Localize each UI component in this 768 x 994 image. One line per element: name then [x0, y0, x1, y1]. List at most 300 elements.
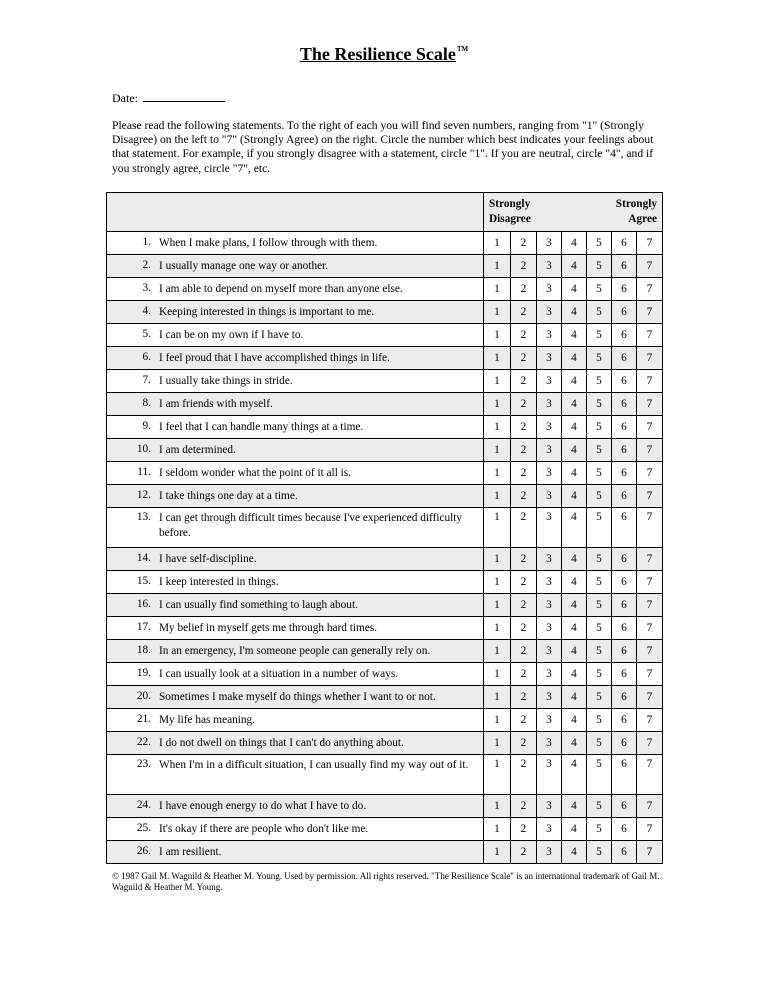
item-statement: Sometimes I make myself do things whether I want to or not.: [159, 690, 436, 703]
rating-option-1[interactable]: 1: [484, 347, 511, 370]
rating-option-3[interactable]: 3: [537, 795, 562, 818]
item-statement: My belief in myself gets me through hard times.: [159, 621, 378, 634]
rating-option-5[interactable]: 5: [587, 416, 612, 439]
rating-option-3[interactable]: 3: [537, 393, 562, 416]
item-number: 5.: [142, 327, 151, 340]
rating-option-3[interactable]: 3: [537, 508, 562, 548]
date-field: [112, 90, 225, 106]
item-cell: [107, 818, 484, 841]
rating-option-1[interactable]: 1: [484, 663, 511, 686]
rating-option-4[interactable]: 4: [562, 640, 587, 663]
rating-option-5[interactable]: 5: [587, 347, 612, 370]
rating-option-6[interactable]: 6: [612, 278, 637, 301]
item-statement: I usually manage one way or another.: [159, 259, 329, 272]
table-row: [107, 663, 663, 686]
item-number: 15.: [136, 574, 151, 587]
rating-option-4[interactable]: 4: [562, 508, 587, 548]
item-cell: [107, 393, 484, 416]
item-number: 22.: [136, 735, 151, 748]
item-number: 11.: [137, 465, 151, 478]
rating-option-6[interactable]: 6: [612, 416, 637, 439]
rating-option-4[interactable]: 4: [562, 301, 587, 324]
rating-option-2[interactable]: 2: [511, 663, 537, 686]
rating-option-4[interactable]: 4: [562, 393, 587, 416]
rating-option-7[interactable]: 7: [637, 232, 663, 255]
rating-option-6[interactable]: 6: [612, 732, 637, 755]
item-number: 20.: [136, 689, 151, 702]
rating-option-4[interactable]: 4: [562, 818, 587, 841]
rating-option-2[interactable]: 2: [511, 508, 537, 548]
rating-option-7[interactable]: 7: [637, 324, 663, 347]
rating-option-7[interactable]: 7: [637, 709, 663, 732]
rating-option-1[interactable]: 1: [484, 232, 511, 255]
rating-option-2[interactable]: 2: [511, 571, 537, 594]
rating-option-1[interactable]: 1: [484, 818, 511, 841]
item-number: 12.: [136, 488, 151, 501]
item-cell: [107, 795, 484, 818]
rating-option-4[interactable]: 4: [562, 416, 587, 439]
rating-option-3[interactable]: 3: [537, 301, 562, 324]
rating-option-5[interactable]: 5: [587, 485, 612, 508]
item-cell: [107, 324, 484, 347]
rating-option-7[interactable]: 7: [637, 617, 663, 640]
rating-option-7[interactable]: 7: [637, 393, 663, 416]
rating-option-7[interactable]: 7: [637, 255, 663, 278]
item-number: 7.: [142, 373, 151, 386]
item-statement: I have enough energy to do what I have to do.: [159, 799, 367, 812]
rating-option-5[interactable]: 5: [587, 439, 612, 462]
header-left-label: [489, 197, 531, 227]
rating-option-6[interactable]: 6: [612, 324, 637, 347]
rating-option-4[interactable]: 4: [562, 663, 587, 686]
rating-option-1[interactable]: 1: [484, 755, 511, 795]
rating-option-1[interactable]: 1: [484, 795, 511, 818]
rating-option-3[interactable]: 3: [537, 255, 562, 278]
item-cell: [107, 301, 484, 324]
rating-option-7[interactable]: 7: [637, 370, 663, 393]
rating-option-4[interactable]: 4: [562, 571, 587, 594]
rating-option-6[interactable]: 6: [612, 301, 637, 324]
rating-option-2[interactable]: 2: [511, 416, 537, 439]
rating-option-6[interactable]: 6: [612, 508, 637, 548]
item-cell: [107, 347, 484, 370]
rating-option-2[interactable]: 2: [511, 841, 537, 864]
item-cell: [107, 640, 484, 663]
table-row: [107, 686, 663, 709]
rating-option-2[interactable]: 2: [511, 594, 537, 617]
table-row: [107, 732, 663, 755]
rating-option-1[interactable]: 1: [484, 278, 511, 301]
rating-option-5[interactable]: 5: [587, 508, 612, 548]
item-cell: [107, 439, 484, 462]
rating-option-2[interactable]: 2: [511, 755, 537, 795]
rating-option-4[interactable]: 4: [562, 232, 587, 255]
item-cell: [107, 548, 484, 571]
item-statement: When I make plans, I follow through with them.: [159, 236, 378, 249]
item-number: 9.: [142, 419, 151, 432]
rating-option-7[interactable]: 7: [637, 818, 663, 841]
item-cell: [107, 278, 484, 301]
table-row: [107, 571, 663, 594]
item-statement: I keep interested in things.: [159, 575, 279, 588]
rating-option-7[interactable]: 7: [637, 462, 663, 485]
rating-option-4[interactable]: 4: [562, 347, 587, 370]
item-cell: [107, 508, 484, 548]
item-statement: I am resilient.: [159, 845, 222, 858]
rating-option-6[interactable]: 6: [612, 663, 637, 686]
rating-option-5[interactable]: 5: [587, 818, 612, 841]
rating-option-1[interactable]: 1: [484, 548, 511, 571]
header-right-label: [616, 197, 657, 227]
item-statement: I am able to depend on myself more than anyone else.: [159, 282, 403, 295]
item-number: 24.: [136, 798, 151, 811]
rating-option-7[interactable]: 7: [637, 640, 663, 663]
item-cell: [107, 462, 484, 485]
item-cell: [107, 255, 484, 278]
item-statement: I can usually look at a situation in a number of ways.: [159, 667, 399, 680]
item-statement: I am friends with myself.: [159, 397, 273, 410]
rating-option-7[interactable]: 7: [637, 571, 663, 594]
table-row: [107, 278, 663, 301]
rating-option-5[interactable]: 5: [587, 841, 612, 864]
table-row: [107, 617, 663, 640]
rating-option-5[interactable]: 5: [587, 594, 612, 617]
rating-option-4[interactable]: 4: [562, 324, 587, 347]
rating-option-1[interactable]: 1: [484, 732, 511, 755]
rating-option-6[interactable]: 6: [612, 462, 637, 485]
item-cell: [107, 485, 484, 508]
rating-option-5[interactable]: 5: [587, 755, 612, 795]
table-row: [107, 485, 663, 508]
rating-option-2[interactable]: 2: [511, 485, 537, 508]
item-number: 8.: [142, 396, 151, 409]
rating-option-2[interactable]: 2: [511, 548, 537, 571]
rating-option-3[interactable]: 3: [537, 640, 562, 663]
rating-option-3[interactable]: 3: [537, 686, 562, 709]
item-cell: [107, 755, 484, 795]
rating-option-7[interactable]: 7: [637, 732, 663, 755]
table-row: [107, 841, 663, 864]
rating-option-5[interactable]: 5: [587, 370, 612, 393]
rating-option-1[interactable]: 1: [484, 640, 511, 663]
rating-option-3[interactable]: 3: [537, 347, 562, 370]
rating-option-4[interactable]: 4: [562, 548, 587, 571]
rating-option-2[interactable]: 2: [511, 795, 537, 818]
rating-option-7[interactable]: 7: [637, 594, 663, 617]
header-left-line2: Disagree: [489, 213, 531, 225]
rating-option-7[interactable]: 7: [637, 416, 663, 439]
rating-option-1[interactable]: 1: [484, 709, 511, 732]
rating-option-7[interactable]: 7: [637, 278, 663, 301]
rating-option-4[interactable]: 4: [562, 686, 587, 709]
resilience-scale-table: [106, 192, 663, 864]
header-left-line1: Strongly: [489, 198, 531, 210]
item-statement: My life has meaning.: [159, 713, 256, 726]
rating-option-5[interactable]: 5: [587, 393, 612, 416]
item-statement: I do not dwell on things that I can't do anything about.: [159, 736, 404, 749]
rating-option-7[interactable]: 7: [637, 548, 663, 571]
page-title: [0, 44, 768, 65]
rating-option-4[interactable]: 4: [562, 278, 587, 301]
title-text: The Resilience Scale: [299, 44, 456, 64]
rating-option-7[interactable]: 7: [637, 663, 663, 686]
rating-option-7[interactable]: 7: [637, 301, 663, 324]
rating-option-5[interactable]: 5: [587, 301, 612, 324]
item-statement: When I'm in a difficult situation, I can usually find my way out of it.: [159, 759, 469, 771]
rating-option-4[interactable]: 4: [562, 485, 587, 508]
item-cell: [107, 370, 484, 393]
rating-option-2[interactable]: 2: [511, 462, 537, 485]
item-number: 1.: [142, 235, 151, 248]
rating-option-1[interactable]: 1: [484, 485, 511, 508]
rating-option-4[interactable]: 4: [562, 617, 587, 640]
rating-option-6[interactable]: 6: [612, 686, 637, 709]
rating-option-3[interactable]: 3: [537, 416, 562, 439]
rating-option-7[interactable]: 7: [637, 508, 663, 548]
rating-option-7[interactable]: 7: [637, 686, 663, 709]
item-statement: I usually take things in stride.: [159, 374, 293, 387]
date-label: Date:: [112, 91, 138, 105]
rating-option-4[interactable]: 4: [562, 732, 587, 755]
table-header: [107, 193, 663, 232]
item-number: 17.: [136, 620, 151, 633]
trademark-mark: TM: [456, 45, 469, 53]
rating-option-4[interactable]: 4: [562, 255, 587, 278]
rating-option-2[interactable]: 2: [511, 393, 537, 416]
rating-option-1[interactable]: 1: [484, 324, 511, 347]
table-row: [107, 324, 663, 347]
table-row: [107, 508, 663, 548]
rating-option-2[interactable]: 2: [511, 324, 537, 347]
item-statement: In an emergency, I'm someone people can generally rely on.: [159, 644, 431, 657]
rating-option-5[interactable]: 5: [587, 255, 612, 278]
rating-option-2[interactable]: 2: [511, 686, 537, 709]
rating-option-7[interactable]: 7: [637, 841, 663, 864]
rating-option-2[interactable]: 2: [511, 818, 537, 841]
item-number: 25.: [136, 821, 151, 834]
item-number: 13.: [136, 511, 151, 523]
table-row: [107, 255, 663, 278]
rating-option-3[interactable]: 3: [537, 709, 562, 732]
rating-option-4[interactable]: 4: [562, 795, 587, 818]
rating-option-5[interactable]: 5: [587, 617, 612, 640]
item-number: 10.: [136, 442, 151, 455]
rating-option-5[interactable]: 5: [587, 709, 612, 732]
rating-option-6[interactable]: 6: [612, 709, 637, 732]
rating-option-6[interactable]: 6: [612, 393, 637, 416]
item-statement: I can get through difficult times because I've experienced difficulty before.: [159, 512, 463, 539]
item-statement: Keeping interested in things is important to me.: [159, 305, 375, 318]
rating-option-3[interactable]: 3: [537, 571, 562, 594]
rating-option-3[interactable]: 3: [537, 594, 562, 617]
rating-option-5[interactable]: 5: [587, 278, 612, 301]
item-statement: I have self-discipline.: [159, 552, 257, 565]
rating-option-6[interactable]: 6: [612, 548, 637, 571]
rating-option-3[interactable]: 3: [537, 732, 562, 755]
rating-option-2[interactable]: 2: [511, 370, 537, 393]
table-row: [107, 439, 663, 462]
rating-option-3[interactable]: 3: [537, 841, 562, 864]
rating-option-5[interactable]: 5: [587, 462, 612, 485]
rating-option-2[interactable]: 2: [511, 640, 537, 663]
rating-option-2[interactable]: 2: [511, 732, 537, 755]
rating-option-4[interactable]: 4: [562, 462, 587, 485]
item-number: 21.: [136, 712, 151, 725]
rating-option-3[interactable]: 3: [537, 278, 562, 301]
rating-option-6[interactable]: 6: [612, 370, 637, 393]
item-cell: [107, 416, 484, 439]
item-statement: I seldom wonder what the point of it all is.: [159, 466, 352, 479]
date-input-line[interactable]: [143, 90, 225, 102]
rating-option-7[interactable]: 7: [637, 755, 663, 795]
item-cell: [107, 232, 484, 255]
item-number: 19.: [136, 666, 151, 679]
rating-option-6[interactable]: 6: [612, 232, 637, 255]
rating-option-6[interactable]: 6: [612, 571, 637, 594]
rating-option-6[interactable]: 6: [612, 841, 637, 864]
rating-option-2[interactable]: 2: [511, 232, 537, 255]
rating-option-7[interactable]: 7: [637, 485, 663, 508]
item-number: 4.: [142, 304, 151, 317]
header-blank: [107, 193, 484, 232]
rating-option-6[interactable]: 6: [612, 755, 637, 795]
rating-option-1[interactable]: 1: [484, 617, 511, 640]
table-row: [107, 416, 663, 439]
rating-option-3[interactable]: 3: [537, 485, 562, 508]
rating-option-3[interactable]: 3: [537, 617, 562, 640]
table-row: [107, 232, 663, 255]
rating-option-4[interactable]: 4: [562, 755, 587, 795]
table-row: [107, 818, 663, 841]
rating-option-5[interactable]: 5: [587, 324, 612, 347]
rating-option-1[interactable]: 1: [484, 301, 511, 324]
rating-option-4[interactable]: 4: [562, 439, 587, 462]
rating-option-2[interactable]: 2: [511, 617, 537, 640]
rating-option-6[interactable]: 6: [612, 617, 637, 640]
item-statement: I feel that I can handle many things at a time.: [159, 420, 364, 433]
rating-option-3[interactable]: 3: [537, 818, 562, 841]
item-cell: [107, 732, 484, 755]
rating-option-3[interactable]: 3: [537, 324, 562, 347]
item-number: 18.: [136, 643, 151, 656]
item-number: 23.: [136, 758, 151, 770]
rating-option-2[interactable]: 2: [511, 347, 537, 370]
rating-option-1[interactable]: 1: [484, 393, 511, 416]
rating-option-1[interactable]: 1: [484, 686, 511, 709]
rating-option-3[interactable]: 3: [537, 439, 562, 462]
rating-option-4[interactable]: 4: [562, 594, 587, 617]
rating-option-5[interactable]: 5: [587, 548, 612, 571]
rating-option-1[interactable]: 1: [484, 416, 511, 439]
item-statement: I can be on my own if I have to.: [159, 328, 304, 341]
item-number: 16.: [136, 597, 151, 610]
rating-option-4[interactable]: 4: [562, 841, 587, 864]
item-statement: I am determined.: [159, 443, 236, 456]
rating-option-6[interactable]: 6: [612, 795, 637, 818]
header-right-line1: Strongly: [615, 198, 658, 210]
item-cell: [107, 686, 484, 709]
rating-option-5[interactable]: 5: [587, 663, 612, 686]
rating-option-2[interactable]: 2: [511, 301, 537, 324]
rating-option-6[interactable]: 6: [612, 594, 637, 617]
rating-option-5[interactable]: 5: [587, 640, 612, 663]
table-row: [107, 370, 663, 393]
rating-option-1[interactable]: 1: [484, 571, 511, 594]
rating-option-6[interactable]: 6: [612, 485, 637, 508]
rating-option-3[interactable]: 3: [537, 755, 562, 795]
header-scale: [484, 193, 663, 232]
item-statement: I take things one day at a time.: [159, 489, 298, 502]
rating-option-6[interactable]: 6: [612, 818, 637, 841]
rating-option-5[interactable]: 5: [587, 232, 612, 255]
rating-option-5[interactable]: 5: [587, 686, 612, 709]
rating-option-2[interactable]: 2: [511, 439, 537, 462]
table-row: [107, 640, 663, 663]
item-cell: [107, 617, 484, 640]
rating-option-1[interactable]: 1: [484, 594, 511, 617]
rating-option-1[interactable]: 1: [484, 439, 511, 462]
rating-option-2[interactable]: 2: [511, 278, 537, 301]
rating-option-7[interactable]: 7: [637, 439, 663, 462]
rating-option-7[interactable]: 7: [637, 795, 663, 818]
table-row: [107, 301, 663, 324]
item-cell: [107, 663, 484, 686]
rating-option-1[interactable]: 1: [484, 508, 511, 548]
item-statement: It's okay if there are people who don't like me.: [159, 822, 369, 835]
header-right-line2: Agree: [628, 213, 658, 225]
item-cell: [107, 571, 484, 594]
rating-option-1[interactable]: 1: [484, 841, 511, 864]
rating-option-1[interactable]: 1: [484, 370, 511, 393]
item-cell: [107, 594, 484, 617]
rating-option-6[interactable]: 6: [612, 255, 637, 278]
rating-option-3[interactable]: 3: [537, 232, 562, 255]
item-statement: I can usually find something to laugh about.: [159, 598, 358, 611]
table-row: [107, 795, 663, 818]
rating-option-3[interactable]: 3: [537, 462, 562, 485]
table-row: [107, 462, 663, 485]
table-row: [107, 709, 663, 732]
rating-option-6[interactable]: 6: [612, 640, 637, 663]
item-number: 6.: [142, 350, 151, 363]
rating-option-3[interactable]: 3: [537, 370, 562, 393]
rating-option-2[interactable]: 2: [511, 709, 537, 732]
table-row: [107, 347, 663, 370]
table-row: [107, 755, 663, 795]
item-number: 3.: [142, 281, 151, 294]
rating-option-1[interactable]: 1: [484, 255, 511, 278]
rating-option-6[interactable]: 6: [612, 439, 637, 462]
rating-option-6[interactable]: 6: [612, 347, 637, 370]
table-row: [107, 594, 663, 617]
table-row: [107, 393, 663, 416]
rating-option-1[interactable]: 1: [484, 462, 511, 485]
rating-option-2[interactable]: 2: [511, 255, 537, 278]
rating-option-5[interactable]: 5: [587, 571, 612, 594]
rating-option-4[interactable]: 4: [562, 370, 587, 393]
rating-option-4[interactable]: 4: [562, 709, 587, 732]
rating-option-7[interactable]: 7: [637, 347, 663, 370]
instructions: Please read the following statements. To the right of each you will find seven numbers, ranging from "1" (Strongly Disagree) on the left to "7" (Strongly Agree) on the right. Circle the number which best indicates your feelings about that statement. For example, if you strongly disagree with a statement, circle "1". If you are neutral, circle "4", and if you strongly agree, circle "7", etc.: [112, 119, 654, 175]
rating-option-3[interactable]: 3: [537, 663, 562, 686]
rating-option-5[interactable]: 5: [587, 732, 612, 755]
item-number: 26.: [136, 844, 151, 857]
copyright-footer: © 1987 Gail M. Wagnild & Heather M. Young. Used by permission. All rights reserved. "The Resilience Scale" is an international trademark of Gail M. Wagnild & Heather M. Young.: [112, 871, 660, 892]
rating-option-3[interactable]: 3: [537, 548, 562, 571]
item-cell: [107, 709, 484, 732]
item-statement: I feel proud that I have accomplished things in life.: [159, 351, 390, 364]
rating-option-5[interactable]: 5: [587, 795, 612, 818]
